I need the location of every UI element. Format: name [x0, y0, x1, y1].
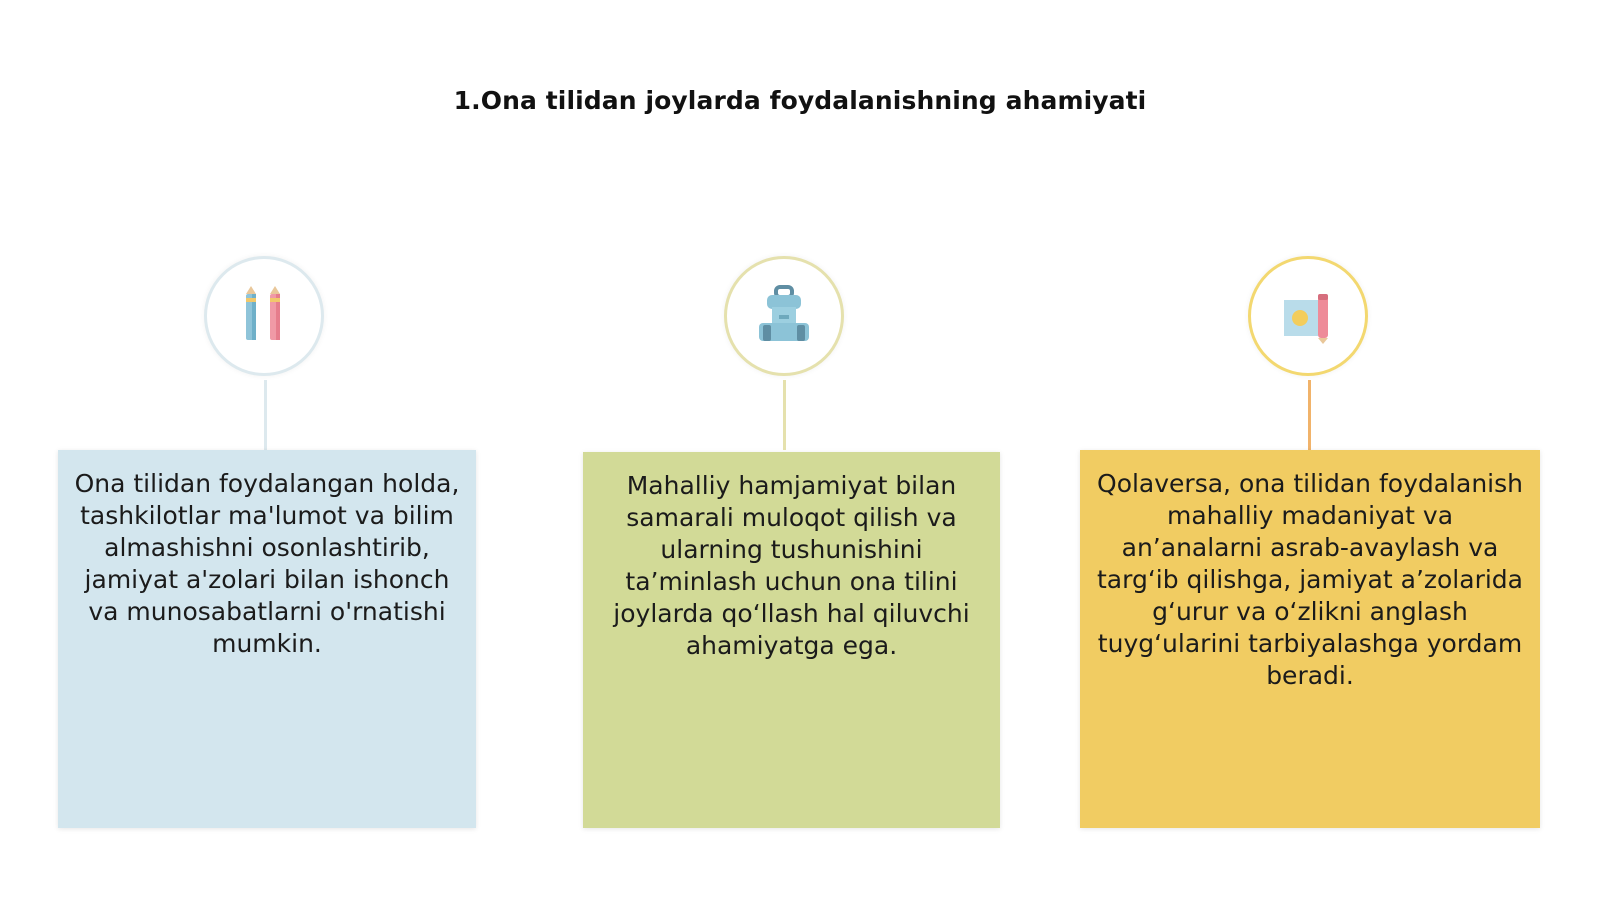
- card-2: [583, 452, 1000, 828]
- icon-circle-3: [1248, 256, 1368, 376]
- connector-2: [783, 380, 786, 450]
- drawing-board-icon: [1278, 286, 1338, 346]
- card-3: [1080, 450, 1540, 828]
- card-2-text: Mahalliy hamjamiyat bilan samarali muloqot qilish va ularning tushunishini ta’minlash uchun ona tilini joylarda qo‘llash hal qiluvchi ahamiyatga ega.: [613, 471, 970, 660]
- connector-3: [1308, 380, 1311, 450]
- backpack-icon: [753, 285, 815, 347]
- slide-title: 1.Ona tilidan joylarda foydalanishning ahamiyati: [453, 86, 1147, 115]
- connector-1: [264, 380, 267, 450]
- pencils-icon: [236, 284, 292, 348]
- card-1-text: Ona tilidan foydalangan holda, tashkilotlar ma'lumot va bilim almashishni osonlashtirib, jamiyat a'zolari bilan ishonch va munosabatlarni o'rnatishi mumkin.: [74, 469, 460, 658]
- card-1: [58, 450, 476, 828]
- icon-circle-2: [724, 256, 844, 376]
- card-3-text: Qolaversa, ona tilidan foydalanish mahalliy madaniyat va an’analarni asrab-avaylash va targ‘ib qilishga, jamiyat a’zolarida g‘urur va o‘zlikni anglash tuyg‘ularini tarbiyalashga yordam beradi.: [1097, 469, 1523, 690]
- icon-circle-1: [204, 256, 324, 376]
